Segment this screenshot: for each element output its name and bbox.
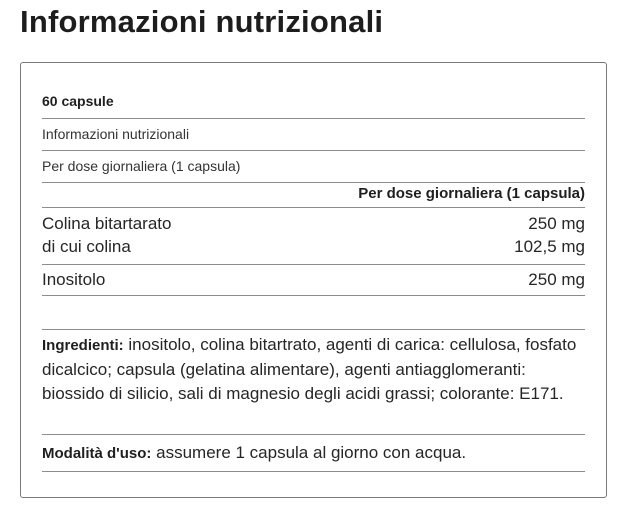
dose-label: Per dose giornaliera (1 capsula)	[42, 151, 585, 183]
table-spacer	[42, 296, 585, 330]
nutrient-value: 102,5 mg	[514, 237, 585, 256]
nutrient-name: Inositolo	[42, 270, 106, 289]
ingredients-label: Ingredienti:	[42, 337, 124, 354]
table-subtitle: Informazioni nutrizionali	[42, 119, 585, 151]
nutrient-name: di cui colina	[42, 237, 131, 256]
nutrient-line	[42, 268, 585, 291]
nutrient-value: 250 mg	[528, 214, 585, 233]
nutrient-line	[42, 212, 585, 235]
nutrient-line	[42, 235, 585, 258]
usage-section	[42, 435, 585, 472]
usage-text: assumere 1 capsula al giorno con acqua.	[151, 443, 467, 462]
nutrition-table	[42, 87, 585, 472]
ingredients-section	[42, 330, 585, 435]
table-row	[42, 265, 585, 296]
ingredients-text: inositolo, colina bitartrato, agenti di carica: cellulosa, fosfato dicalcico; capsula (gelatina alimentare), agenti antiagglomeranti: biossido di silicio, sali di magnesio degli acidi grassi; colorante: E171.	[42, 335, 577, 403]
page-title: Informazioni nutrizionali	[20, 4, 384, 39]
usage-label: Modalità d'uso:	[42, 445, 152, 462]
nutrition-panel	[20, 62, 607, 498]
nutrient-name: Colina bitartarato	[42, 214, 172, 233]
column-header: Per dose giornaliera (1 capsula)	[42, 183, 585, 208]
table-row	[42, 208, 585, 265]
capsule-count: 60 capsule	[42, 87, 585, 119]
nutrient-value: 250 mg	[528, 270, 585, 289]
